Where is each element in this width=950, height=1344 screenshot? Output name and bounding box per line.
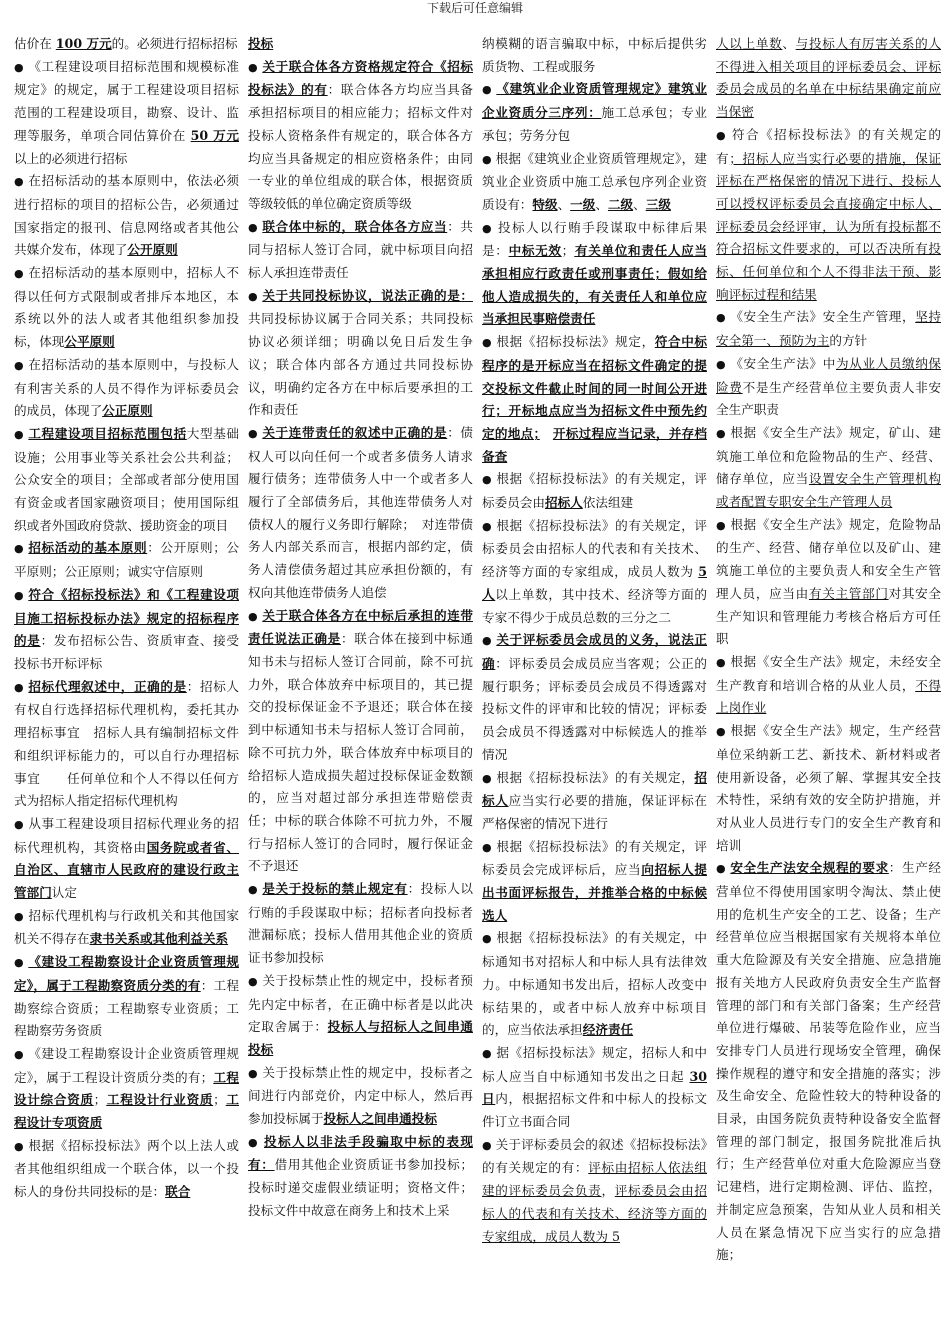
text-run: 的。必须进行招标招标	[111, 36, 238, 51]
bullet-icon: ●	[14, 680, 29, 694]
text-run: 根据《招标投标法》两个以上法人或者其他组织组成一个联合体，以一个投标人的身份共同投标的是：	[14, 1137, 239, 1200]
emphasis-text: 关于评标委员会成员的义务，说法正确	[482, 632, 707, 671]
text-run	[165, 1184, 190, 1199]
text-run: 与投标人有厉害关系的人不得进入相关项目的评标委员会、评标委员会成员的名单在中标结果确定前应当保密	[716, 36, 941, 120]
text-run: 根据《招标投标法》的有关规定，	[496, 769, 695, 785]
emphasis-text: 符合《招标投标法》和《工程建设项目施工招标投标办法》规定的招标程序的是	[14, 586, 239, 649]
text-run: 根据《招标投标法》规定，	[496, 334, 655, 350]
emphasis-text: 50 万元	[190, 127, 239, 143]
emphasis-text: 招标人	[482, 769, 707, 809]
text-run: 为从业人员缴纳保险费	[716, 355, 941, 395]
paragraph	[716, 306, 941, 352]
paragraph	[248, 56, 473, 216]
text-run	[106, 1092, 213, 1107]
text-run	[262, 425, 447, 440]
paragraph	[14, 1135, 239, 1204]
emphasis-text: 联合体中标的，联合体各方应当	[262, 218, 448, 234]
text-run: 根据《招标投标法》的有关规定，评标委员会完成评标后，应当	[482, 838, 707, 878]
text-run: ，	[601, 1183, 615, 1199]
paragraph	[14, 1043, 239, 1135]
paragraph	[248, 1062, 473, 1131]
emphasis-text: 招标活动的基本原则	[28, 540, 148, 556]
emphasis-text: 《建设工程勘察设计企业资质管理规定》，属于工程勘察资质分类的有	[14, 954, 239, 993]
text-run: 根据《安全生产法》规定，未经安全生产教育和培训合格的从业人员，	[716, 653, 941, 693]
paragraph	[248, 878, 473, 970]
bullet-icon: ●	[14, 358, 29, 372]
text-run: ：债权人可以向任何一个或者多债务人请求履行债务；连带债务人中一个或者多人履行了全部债务后，其他连带债务人对债权人的履行义务即行解除； 对连带债务人内部关系而言，根据内部约定，债务人清偿债务超过其应承担份额的，有权向其他连带债务人追偿	[248, 424, 473, 600]
paragraph	[14, 33, 239, 56]
paragraph	[482, 331, 707, 468]
text-run	[28, 540, 147, 555]
bullet-icon: ●	[14, 909, 29, 923]
text-run: 招标代理机构与行政机关和其他国家机关不得存在	[14, 907, 239, 947]
paragraph	[14, 584, 239, 676]
text-run: 对其安全生产知识和管理能力考核合格后方可任职	[716, 585, 941, 647]
bullet-icon: ●	[716, 311, 731, 325]
text-run	[262, 219, 447, 234]
emphasis-text: 公开原则	[127, 242, 178, 258]
text-run	[324, 1111, 437, 1126]
emphasis-text: 中标无效	[508, 243, 562, 259]
paragraph	[14, 537, 239, 583]
emphasis-text: 工程设计行业资质	[106, 1092, 214, 1108]
bullet-icon: ●	[482, 634, 497, 648]
bullet-icon: ●	[14, 588, 29, 602]
emphasis-text: 特级	[532, 196, 558, 212]
text-run	[262, 288, 473, 303]
text-run: 坚持安全第一、预防为主	[716, 309, 941, 349]
bullet-icon: ●	[716, 655, 731, 669]
document-body	[14, 33, 941, 1333]
text-run: 以上单数，其中技术、经济等方面的专家不得少于成员总数的三分之二	[482, 586, 707, 625]
text-run: ：生产经营单位不得使用国家明令淘汰、禁止使用的危机生产安全的工艺、设备；生产经营单位应当根据国家有关规将本单位重大危险源及有关安全措施、应急措施报有关地方人民政府负责安全生产监督管理的部门和有关部门备案；生产经营单位进行爆破、吊装等危险作业，应当安排专门人员进行现场安全管理，确保操作规程的遵守和安全措施的落实；涉及生命安全、危险性较大的特种设备的目录，由国务院负责特种设备安全监督管理的部门制定，报国务院批准后执行；生产经营单位对重大危险源应当登记建档，进行定期检测、评估、监控，并制定应急预案，告知从业人员和相关人员在紧急情况下应当实行的应急措施；	[716, 860, 941, 1263]
text-run: 借用其他企业资质证书参加投标；投标时递交虚假业绩证明；资格文件；投标文件中故意在商务上和技术上采	[248, 1157, 473, 1218]
text-run: 根据《招标投标法》的有关规定，中标通知书对招标人和中标人具有法律效力。中标通知书发出后，招标人改变中标结果的，或者中标人放弃中标项目的，应当依法承担	[482, 930, 707, 1038]
paragraph	[716, 651, 941, 720]
paragraph	[716, 857, 941, 1267]
paragraph	[482, 468, 707, 514]
paragraph	[14, 951, 239, 1043]
text-run: ；	[213, 1092, 226, 1108]
text-run: 纳模糊的语言骗取中标，中标后提供劣质货物、工程或服务	[482, 36, 707, 74]
bullet-icon: ●	[482, 152, 496, 166]
bullet-icon: ●	[248, 426, 263, 440]
text-run	[56, 36, 112, 51]
paragraph	[248, 605, 473, 878]
bullet-icon: ●	[482, 1046, 497, 1060]
emphasis-text: 关于共同投标协议，说法正确的是：	[262, 287, 473, 303]
text-run: 不得上岗作业	[716, 677, 941, 716]
emphasis-text: 公正原则	[102, 403, 153, 419]
text-run: 认定	[51, 885, 77, 901]
text-run: 不是生产经营单位主要负责人非安全生产职责	[716, 379, 941, 418]
bullet-icon: ●	[716, 357, 731, 371]
text-run: ：工程勘察综合资质；工程勘察专业资质；工程勘察劳务资质	[14, 977, 239, 1039]
text-run	[248, 36, 273, 51]
paragraph	[482, 1042, 707, 1134]
paragraph	[716, 33, 941, 124]
text-run: 根据《建筑业企业资质管理规定》，建筑业企业资质中施工总承包序列企业资质设有：	[482, 150, 707, 212]
text-run: ；	[561, 243, 575, 259]
bullet-icon: ●	[482, 1138, 496, 1152]
emphasis-text: 投标人与招标人之间串通投标	[248, 1019, 473, 1057]
text-run: 施工总承包；专业承包；劳务分包	[482, 105, 707, 143]
emphasis-text: 关于联合体各方在中标后承担的连带责任说法正确是	[248, 607, 473, 647]
bullet-icon: ●	[14, 817, 29, 831]
paragraph	[482, 148, 707, 217]
emphasis-text: 招标人	[544, 495, 583, 511]
column-2	[248, 33, 473, 1333]
paragraph	[716, 720, 941, 857]
text-run: 符合《招标投标法》的有关规定的有	[716, 126, 941, 166]
bullet-icon: ●	[482, 932, 497, 946]
text-run	[540, 426, 553, 441]
paragraph	[482, 515, 707, 630]
text-run: 根据《招标投标法》的有关规定，评标委员会由招标人的代表和有关技术、经济等方面的专家组成，成员人数为	[482, 517, 707, 580]
text-run: 依法组建	[582, 495, 634, 511]
bullet-icon: ●	[716, 862, 731, 876]
bullet-icon: ●	[716, 518, 731, 532]
emphasis-text: 符合中标程序的是开标应当在招标文件确定的提交投标文件截止时间的同一时间公开进行；开标地点应当为招标文件中预先约定的地点；	[482, 334, 707, 441]
paragraph	[248, 1131, 473, 1223]
text-run	[28, 679, 186, 694]
paragraph	[482, 927, 707, 1042]
text-run: 从事工程建设项目招标代理业务的招标代理机构，其资格由	[14, 815, 239, 855]
text-run: 《工程建设项目招标范围和规模标准规定》的规定，属于工程建设项目招标范围的工程建设项目，勘察、设计、监理等服务，单项合同估算价在	[14, 58, 239, 143]
text-run	[545, 495, 583, 510]
text-run: 在招标活动的基本原则中，与投标人有利害关系的人员不得作为评标委员会的成员，体现了	[14, 356, 239, 419]
text-run: 、	[557, 196, 571, 212]
bullet-icon: ●	[14, 1139, 29, 1153]
emphasis-text: 工程设计综合资质	[14, 1069, 239, 1108]
text-run: ：联合体各方均应当具备承担招标项目的相应能力；招标文件对投标人资格条件有规定的，联合体各方均应当具备规定的相应资格条件；由同一专业的单位组成的联合体，根据资质等级较低的单位确定资质等级	[248, 82, 473, 211]
text-run: 设置安全生产管理机构或者配置专职安全生产管理人员	[716, 471, 941, 510]
emphasis-text: 经济责任	[582, 1022, 634, 1038]
bullet-icon: ●	[248, 289, 263, 303]
text-run: 人以上单数	[716, 36, 783, 51]
emphasis-text: 是关于投标的禁止规定有	[262, 881, 408, 897]
text-run: 估价在	[14, 36, 56, 51]
paragraph	[248, 422, 473, 605]
bullet-icon: ●	[482, 83, 497, 97]
bullet-icon: ●	[248, 883, 263, 897]
emphasis-text: 向招标人提出书面评标报告，并推举合格的中标候选人	[482, 862, 707, 923]
text-run: 在招标活动的基本原则中，依法必须进行招标的项目的招标公告，必须通过国家指定的报刊、信息网络或者其他公共媒介发布，体现了	[14, 173, 239, 258]
paragraph	[248, 216, 473, 285]
paragraph	[248, 970, 473, 1062]
emphasis-text: 公平原则	[64, 334, 115, 350]
text-run: 、	[595, 196, 608, 212]
paragraph	[716, 124, 941, 307]
bullet-icon: ●	[14, 60, 29, 74]
text-run	[583, 1022, 633, 1037]
text-run: 根据《安全生产法》规定，矿山、建筑施工单位和危险物品的生产、经营、储存单位，应当	[716, 424, 941, 487]
column-4	[716, 33, 941, 1333]
paragraph	[716, 514, 941, 651]
text-run	[262, 881, 407, 896]
text-run: ：投标人以行贿的手段谋取中标；招标者向投标者泄漏标底；投标人借用其他企业的资质证书参加投标	[248, 881, 473, 966]
text-run	[127, 242, 177, 257]
emphasis-text: 100 万元	[55, 36, 112, 51]
text-run: 根据《招标投标法》的有关规定，评标委员会由	[482, 471, 707, 511]
bullet-icon: ●	[482, 771, 497, 785]
bullet-icon: ●	[248, 1135, 264, 1149]
emphasis-text: 招标代理叙述中，正确的是	[28, 678, 187, 694]
text-run: 、	[633, 196, 646, 212]
bullet-icon: ●	[14, 427, 29, 441]
paragraph	[482, 1134, 707, 1249]
bullet-icon: ●	[716, 128, 732, 142]
text-run: 关于投标禁止性的规定中，投标者之间进行内部竞价，内定中标人，然后再参加投标属于	[248, 1064, 473, 1127]
emphasis-text: 国务院或者省、自治区、直辖市人民政府的建设行政主管部门	[14, 839, 239, 901]
text-run	[102, 403, 152, 418]
bullet-icon: ●	[248, 609, 263, 623]
text-run	[90, 931, 229, 946]
emphasis-text: 投标人以非法手段骗取中标的表现有：	[248, 1133, 473, 1173]
text-run	[64, 334, 114, 349]
paragraph	[248, 285, 473, 422]
emphasis-text: 工程设计专项资质	[14, 1092, 239, 1131]
bullet-icon: ●	[14, 175, 29, 189]
text-run	[608, 197, 633, 212]
text-run: 、	[782, 36, 796, 51]
emphasis-text: 二级	[607, 196, 634, 212]
text-run: 据《招标投标法》规定，招标人和中标人应当自中标通知书发出之日起	[482, 1044, 707, 1084]
text-run: 的方针	[829, 333, 868, 349]
text-run: 根据《安全生产法》规定，危险物品的生产、经营、储存单位以及矿山、建筑施工单位的主要负责人和安全生产管理人员，应当由	[716, 516, 941, 601]
text-run: 根据《安全生产法》规定，生产经营单位采纳新工艺、新技术、新材料或者使用新设备，必须了解、掌握其安全技术特性，采纳有效的安全防护措施，并对从业人员进行专门的安全生产教育和培训	[716, 723, 941, 853]
bullet-icon: ●	[482, 519, 497, 533]
text-run: 以上的必须进行招标	[14, 150, 128, 166]
text-run: 关于评标委员会的叙述《招标投标法》的有关规定的有：	[482, 1136, 707, 1176]
bullet-icon: ●	[716, 426, 731, 440]
bullet-icon: ●	[248, 974, 263, 988]
text-run: ：共同与招标人签订合同，就中标项目向招标人承担连带责任	[248, 218, 473, 281]
text-run: ：联合体在接到中标通知书未与招标人签订合同前，除不可抗力外，联合体放弃中标项目的，其已提交的投标保证金不予退还；联合体在接到中标通知书未与招标人签订合同前，除不可抗力外，联合体放弃中标项目的给招标人造成损失超过投标保证金数额的，应当对超过部分承担连带赔偿责任；中标的联合体除不可抗力外，不履行与招标人签订的合同时，履行保证金不予退还	[248, 631, 473, 874]
paragraph	[716, 422, 941, 514]
bullet-icon: ●	[14, 267, 29, 281]
paragraph	[482, 217, 707, 332]
paragraph	[14, 423, 239, 538]
column-3	[482, 33, 707, 1333]
emphasis-text: 关于联合体各方资格规定符合《招标投标法》的有	[248, 58, 473, 98]
emphasis-text: 三级	[645, 196, 671, 212]
paragraph	[14, 354, 239, 423]
text-run	[532, 197, 557, 212]
text-run	[730, 860, 888, 875]
emphasis-text: 工程建设项目招标范围包括	[28, 425, 187, 441]
emphasis-text: 投标人之间串通投标	[323, 1111, 437, 1127]
text-run: 在招标活动的基本原则中，招标人不得以任何方式限制或者排斥本地区，本系统以外的法人或者其他组织参加投标，体现	[14, 265, 239, 350]
text-run: ；招标人应当实行必要的措施，保证评标在严格保密的情况下进行、投标人可以授权评标委员会直接确定中标人、评标委员会经评审，认为所有投标都不符合招标文件要求的，可以否决所有投标、任何单位和个人不得非法干预、影响评标过程和结果	[716, 150, 941, 302]
text-run	[482, 334, 707, 441]
emphasis-text: 《建筑业企业资质管理规定》建筑业企业资质分三序列：	[482, 81, 707, 121]
text-run	[509, 243, 562, 258]
text-run: 《安全生产法》中	[730, 355, 836, 371]
text-run	[646, 197, 671, 212]
paragraph	[482, 33, 707, 78]
paragraph	[14, 676, 239, 813]
bullet-icon: ●	[482, 221, 498, 235]
text-run: 评标由招标人依法组建的评标委员会负责	[482, 1160, 707, 1199]
emphasis-text: 关于连带责任的叙述中正确的是	[262, 424, 448, 440]
paragraph	[14, 813, 239, 905]
text-run: ；	[93, 1092, 107, 1108]
paragraph	[482, 629, 707, 766]
bullet-icon: ●	[248, 60, 263, 74]
bullet-icon: ●	[248, 220, 263, 234]
paragraph	[482, 836, 707, 928]
emphasis-text: 有关单位和责任人应当承担相应行政责任或刑事责任；假如给他人造成损失的，有关责任人和单位应当承担民事赔偿责任	[482, 243, 707, 327]
paragraph	[248, 33, 473, 56]
bullet-icon: ●	[482, 840, 497, 854]
text-run: 应当实行必要的措施，保证评标在严格保密的情况下进行	[482, 793, 707, 831]
paragraph	[14, 170, 239, 262]
text-run: 内，根据招标文件和中标人的投标文件订立书面合同	[482, 1091, 707, 1130]
text-run: 关于投标禁止性的规定中，投标者预先内定中标者，在正确中标者是以此决定取舍属于：	[248, 972, 473, 1035]
text-run: 大型基础设施；公用事业等关系社会公共利益；公众安全的项目；全部或者部分使用国有资金或者国家融资项目；使用国际组织或者外国政府贷款、援助资金的项目	[14, 425, 239, 533]
bullet-icon: ●	[14, 1047, 29, 1061]
bullet-icon: ●	[14, 542, 29, 556]
emphasis-text: 投标	[248, 36, 274, 51]
emphasis-text: 5 人	[482, 564, 707, 602]
text-run: 有关主管部门	[808, 585, 889, 601]
paragraph	[716, 353, 941, 422]
bullet-icon: ●	[482, 473, 497, 487]
text-run	[570, 197, 595, 212]
text-run: 投标人以行贿手段谋取中标律后果是：	[482, 219, 707, 259]
emphasis-text: 开标过程应当记录，并存档备查	[482, 425, 707, 464]
bullet-icon: ●	[248, 1066, 263, 1080]
bullet-icon: ●	[482, 336, 497, 350]
emphasis-text: 安全生产法安全规程的要求	[730, 860, 889, 876]
paragraph	[482, 78, 707, 147]
emphasis-text: 隶书关系或其他利益关系	[89, 931, 229, 947]
page-header: 下载后可任意编辑	[426, 1, 523, 15]
text-run: ：公开原则；公平原则；公正原则；诚实守信原则	[14, 540, 239, 580]
bullet-icon: ●	[716, 725, 731, 739]
column-1	[14, 33, 239, 1333]
text-run: 评标委员会由招标人的代表和有关技术、经济等方面的专家组成，成员人数为 5	[482, 1183, 707, 1244]
text-run	[191, 128, 239, 143]
bullet-icon: ●	[14, 956, 29, 970]
text-run: 《安全生产法》安全生产管理，	[730, 309, 916, 325]
text-run	[28, 426, 186, 441]
paragraph	[14, 56, 239, 171]
emphasis-text: 30 日	[482, 1068, 707, 1107]
text-run: ：评标委员会成员应当客观；公正的履行职务；评标委员会成员不得透露对投标文件的评审和比较的情况；评标委员会成员不得透露对中标候选人的推举情况	[482, 655, 707, 762]
emphasis-text: 联合	[165, 1184, 191, 1200]
text-run: 共同投标协议属于合同关系；共同投标协议必须详细；明确以免日后发生争议；联合体内部各方通过共同投标协议，明确约定各方在中标后要承担的工作和责任	[248, 311, 473, 418]
text-run: ：发布招标公告、资质审查、接受投标书开标评标	[14, 633, 239, 671]
text-run: 《建设工程勘察设计企业资质管理规定》，属于工程设计资质分类的有；	[14, 1045, 239, 1085]
paragraph	[14, 905, 239, 951]
emphasis-text: 一级	[570, 196, 596, 212]
text-run: ：招标人有权自行选择招标代理机构，委托其办理招标事宜 招标人具有编制招标文件和组织评标能力的，可以自行办理招标事宜 任何单位和个人不得以任何方式为招标人指定招标代理机构	[14, 678, 239, 809]
paragraph	[14, 262, 239, 354]
paragraph	[482, 767, 707, 836]
